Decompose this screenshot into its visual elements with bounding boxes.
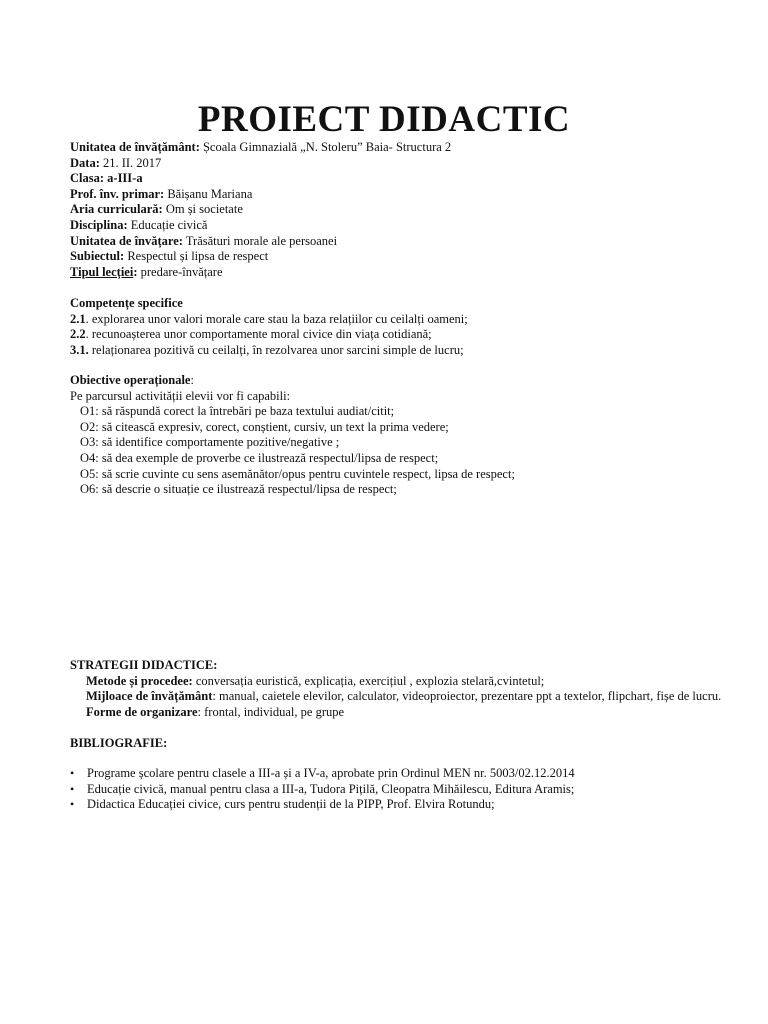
info-disciplina: Disciplina: Educație civică	[70, 218, 208, 232]
bibliografie-item: • Didactica Educației civice, curs pentru studenții de la PIPP, Prof. Elvira Rotundu;	[70, 797, 495, 812]
bibliografie-item: • Programe școlare pentru clasele a III-a și a IV-a, aprobate prin Ordinul MEN nr. 5003/02.12.2014	[70, 766, 575, 780]
obiectiv-item: O4: să dea exemple de proverbe ce ilustrează respectul/lipsa de respect;	[80, 451, 439, 465]
bibliografie-item: • Educație civică, manual pentru clasa a III-a, Tudora Pițilă, Cleopatra Mihăilescu, Editura Aramis;	[70, 781, 575, 796]
competente-heading: Competențe specifice	[70, 296, 183, 310]
bullet-icon: •	[70, 766, 75, 780]
info-unitate: Unitatea de învățământ: Școala Gimnazială „N. Stoleru” Baia- Structura 2	[70, 140, 452, 154]
strategii-heading: STRATEGII DIDACTICE:	[70, 658, 218, 672]
info-aria: Aria curriculară: Om și societate	[70, 202, 243, 217]
info-profesor: Prof. înv. primar: Băișanu Mariana	[70, 186, 253, 201]
obiectiv-item: O3: să identifice comportamente pozitive/negative ;	[80, 435, 340, 450]
obiective-intro: Pe parcursul activității elevii vor fi capabili:	[70, 388, 291, 403]
obiectiv-item: O1: să răspundă corect la întrebări pe baza textului audiat/citit;	[80, 404, 395, 419]
strategii-mijloace: Mijloace de învățământ: manual, caietele elevilor, calculator, videoproiector, prezentare ppt a textelor, flipchart, fișe de lucru.	[86, 689, 722, 704]
info-data: Data: 21. II. 2017	[70, 155, 162, 170]
competenta-item: 3.1. relaționarea pozitivă cu ceilalți, în rezolvarea unor sarcini simple de lucru;	[70, 342, 464, 357]
bibliografie-heading: BIBLIOGRAFIE:	[70, 736, 168, 750]
bullet-icon: •	[70, 781, 75, 796]
page-title: PROIECT DIDACTIC	[197, 99, 571, 140]
obiectiv-item: O5: să scrie cuvinte cu sens asemănător/opus pentru cuvintele respect, lipsa de respect;	[80, 466, 515, 481]
competenta-item: 2.2. recunoașterea unor comportamente moral civice din viața cotidiană;	[70, 327, 432, 342]
strategii-metode: Metode și procedee: conversația euristică, explicația, exercițiul , explozia stelară,cvintetul;	[86, 673, 545, 688]
strategii-forme: Forme de organizare: frontal, individual, pe grupe	[86, 704, 345, 719]
info-clasa: Clasa: a-III-a	[70, 171, 143, 186]
obiectiv-item: O6: să descrie o situație ce ilustrează respectul/lipsa de respect;	[80, 482, 397, 497]
info-subiectul: Subiectul: Respectul și lipsa de respect	[70, 249, 269, 264]
obiective-heading: Obiective operaționale:	[70, 373, 194, 387]
competenta-item: 2.1. explorarea unor valori morale care stau la baza relațiilor cu ceilalți oameni;	[70, 311, 468, 326]
info-unitatea-invatare: Unitatea de învățare: Trăsături morale ale persoanei	[70, 233, 338, 248]
bullet-icon: •	[70, 797, 75, 812]
obiectiv-item: O2: să citească expresiv, corect, conștient, cursiv, un text la prima vedere;	[80, 419, 449, 434]
info-tipul-lectiei: Tipul lecției: predare-învățare	[70, 264, 223, 279]
